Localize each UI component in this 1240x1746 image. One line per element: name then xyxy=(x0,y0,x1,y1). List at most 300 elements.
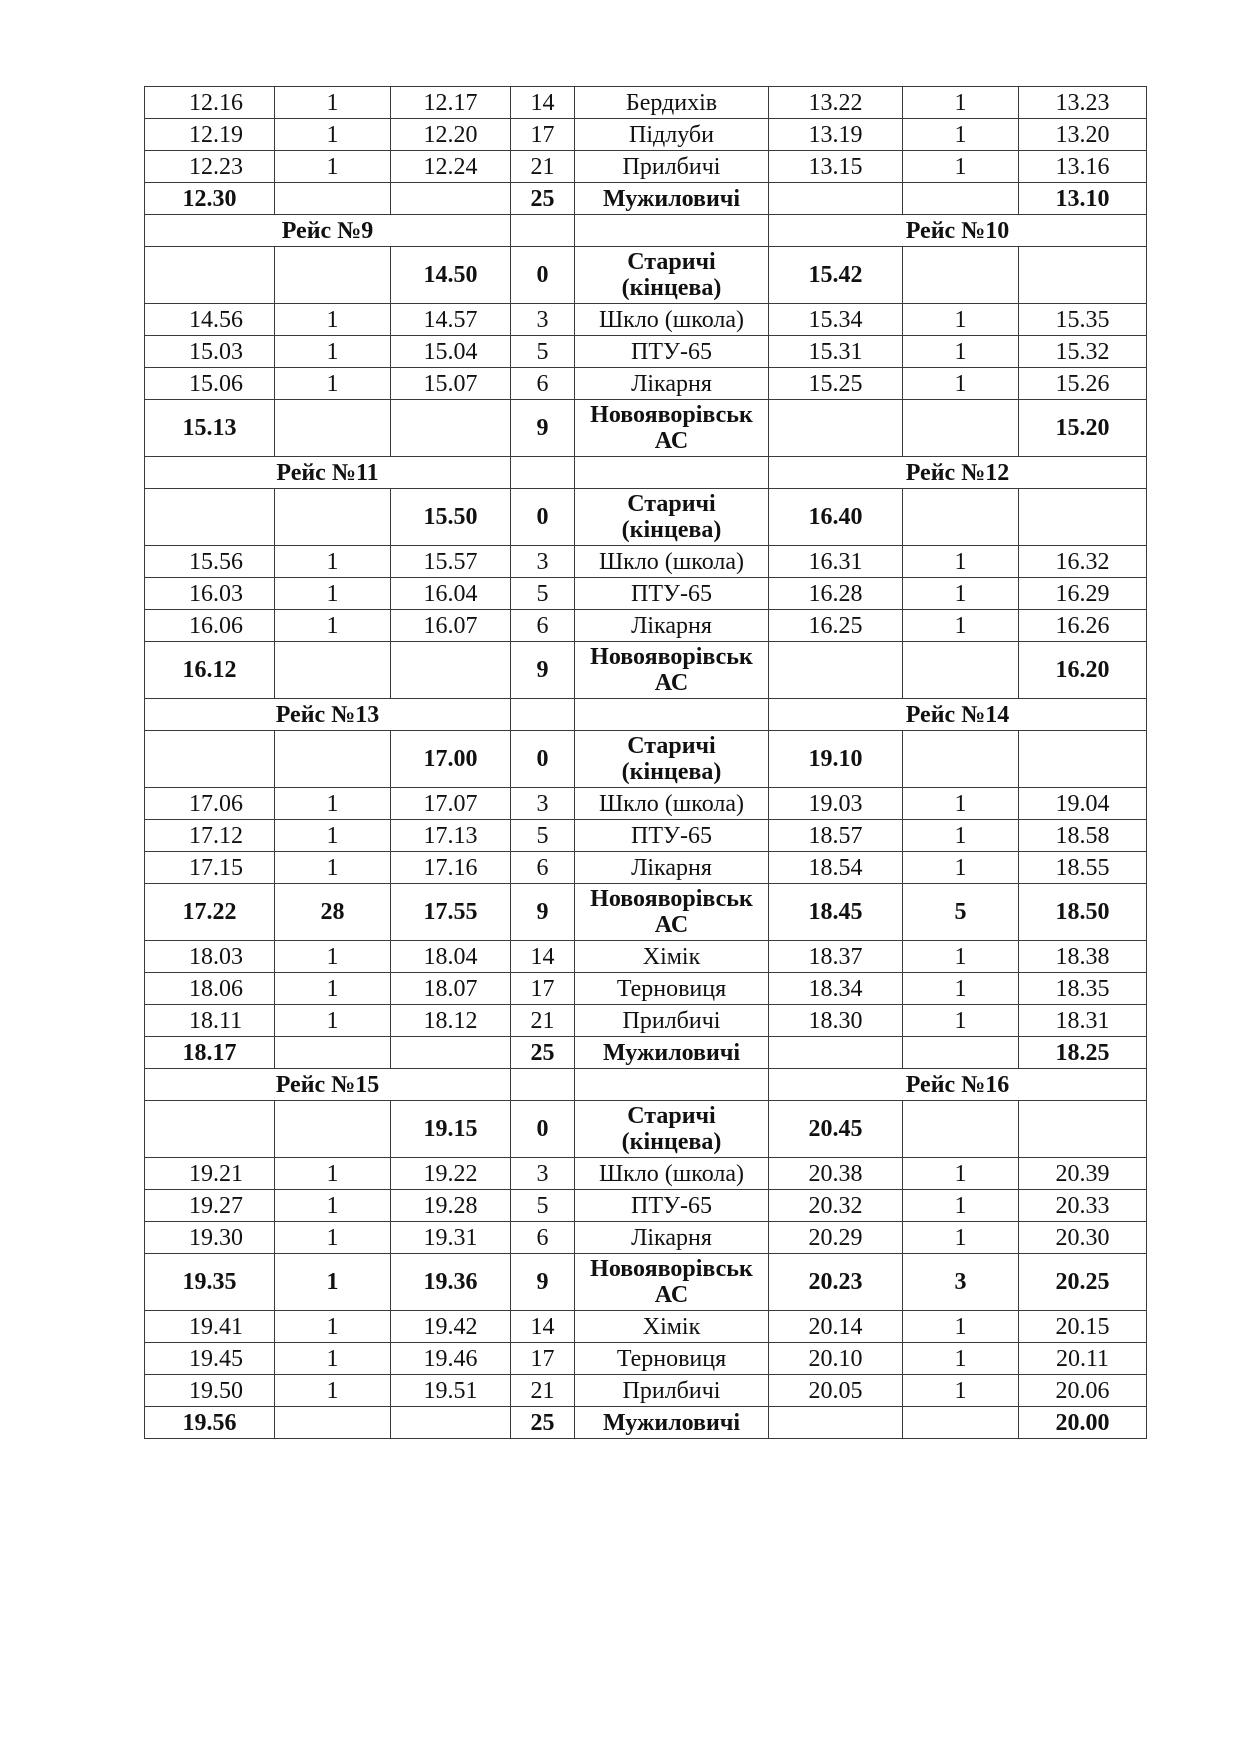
return-arrival-time: 18.37 xyxy=(769,941,903,973)
return-stop-duration: 1 xyxy=(903,941,1019,973)
stop-name: Терновиця xyxy=(575,1343,769,1375)
stop-name: Підлуби xyxy=(575,119,769,151)
stop-name: Новояворівськ АС xyxy=(575,1254,769,1311)
stop-name: Новояворівськ АС xyxy=(575,642,769,699)
return-stop-duration: 1 xyxy=(903,1190,1019,1222)
return-arrival-time: 15.31 xyxy=(769,336,903,368)
departure-time: 17.55 xyxy=(391,884,511,941)
return-arrival-time: 20.05 xyxy=(769,1375,903,1407)
stop-name: Мужиловичі xyxy=(575,183,769,215)
trip-header-spacer xyxy=(575,1069,769,1101)
distance-km: 9 xyxy=(511,642,575,699)
return-stop-duration xyxy=(903,642,1019,699)
return-departure-time: 18.38 xyxy=(1019,941,1147,973)
stop-name: Лікарня xyxy=(575,852,769,884)
return-arrival-time: 15.25 xyxy=(769,368,903,400)
distance-km: 3 xyxy=(511,1158,575,1190)
trip-header-row xyxy=(145,457,1147,489)
return-stop-duration xyxy=(903,400,1019,457)
timetable-sheet xyxy=(144,86,1146,1439)
stop-name: Старичі (кінцева) xyxy=(575,1101,769,1158)
return-arrival-time: 16.31 xyxy=(769,546,903,578)
return-stop-duration: 1 xyxy=(903,1375,1019,1407)
return-stop-duration: 1 xyxy=(903,368,1019,400)
stop-name: Прилбичі xyxy=(575,1375,769,1407)
table-row xyxy=(145,1037,1147,1069)
stop-duration xyxy=(275,1407,391,1439)
return-departure-time: 15.26 xyxy=(1019,368,1147,400)
table-row xyxy=(145,788,1147,820)
return-arrival-time: 18.34 xyxy=(769,973,903,1005)
return-departure-time: 20.15 xyxy=(1019,1311,1147,1343)
trip-header-right: Рейс №16 xyxy=(769,1069,1147,1101)
stop-name: Новояворівськ АС xyxy=(575,884,769,941)
stop-duration xyxy=(275,1101,391,1158)
trip-header-right: Рейс №14 xyxy=(769,699,1147,731)
stop-duration xyxy=(275,183,391,215)
departure-time: 15.04 xyxy=(391,336,511,368)
distance-km: 25 xyxy=(511,1407,575,1439)
return-stop-duration: 1 xyxy=(903,546,1019,578)
stop-duration: 1 xyxy=(275,151,391,183)
stop-name: Лікарня xyxy=(575,610,769,642)
departure-time xyxy=(391,1407,511,1439)
arrival-time xyxy=(145,247,275,304)
return-departure-time: 20.00 xyxy=(1019,1407,1147,1439)
return-departure-time xyxy=(1019,247,1147,304)
stop-name: ПТУ-65 xyxy=(575,336,769,368)
return-departure-time: 20.30 xyxy=(1019,1222,1147,1254)
arrival-time: 17.06 xyxy=(145,788,275,820)
return-departure-time: 16.29 xyxy=(1019,578,1147,610)
stop-name: Терновиця xyxy=(575,973,769,1005)
return-arrival-time: 20.32 xyxy=(769,1190,903,1222)
trip-header-spacer xyxy=(511,699,575,731)
stop-duration xyxy=(275,247,391,304)
return-stop-duration xyxy=(903,731,1019,788)
stop-duration: 1 xyxy=(275,578,391,610)
stop-name: Старичі (кінцева) xyxy=(575,731,769,788)
table-row xyxy=(145,1222,1147,1254)
return-departure-time: 18.50 xyxy=(1019,884,1147,941)
departure-time: 19.42 xyxy=(391,1311,511,1343)
return-stop-duration: 1 xyxy=(903,578,1019,610)
distance-km: 17 xyxy=(511,119,575,151)
stop-name: Новояворівськ АС xyxy=(575,400,769,457)
return-departure-time: 18.31 xyxy=(1019,1005,1147,1037)
distance-km: 9 xyxy=(511,884,575,941)
return-departure-time: 20.39 xyxy=(1019,1158,1147,1190)
stop-duration: 1 xyxy=(275,1222,391,1254)
return-arrival-time: 13.15 xyxy=(769,151,903,183)
table-row xyxy=(145,151,1147,183)
stop-duration: 1 xyxy=(275,1005,391,1037)
stop-name: ПТУ-65 xyxy=(575,578,769,610)
arrival-time: 16.03 xyxy=(145,578,275,610)
return-stop-duration: 1 xyxy=(903,304,1019,336)
departure-time: 17.13 xyxy=(391,820,511,852)
return-stop-duration: 1 xyxy=(903,788,1019,820)
trip-header-row xyxy=(145,699,1147,731)
arrival-time: 19.50 xyxy=(145,1375,275,1407)
distance-km: 0 xyxy=(511,247,575,304)
departure-time: 19.15 xyxy=(391,1101,511,1158)
table-row xyxy=(145,852,1147,884)
stop-duration: 1 xyxy=(275,1158,391,1190)
return-arrival-time xyxy=(769,642,903,699)
table-row xyxy=(145,183,1147,215)
stop-duration: 1 xyxy=(275,119,391,151)
return-arrival-time: 19.10 xyxy=(769,731,903,788)
arrival-time: 15.06 xyxy=(145,368,275,400)
distance-km: 5 xyxy=(511,336,575,368)
table-row xyxy=(145,1190,1147,1222)
trip-header-left: Рейс №9 xyxy=(145,215,511,247)
arrival-time: 19.56 xyxy=(145,1407,275,1439)
return-departure-time: 20.11 xyxy=(1019,1343,1147,1375)
stop-name: Хімік xyxy=(575,1311,769,1343)
distance-km: 25 xyxy=(511,1037,575,1069)
return-arrival-time: 18.45 xyxy=(769,884,903,941)
distance-km: 9 xyxy=(511,1254,575,1311)
trip-header-row xyxy=(145,215,1147,247)
arrival-time: 15.56 xyxy=(145,546,275,578)
table-row xyxy=(145,973,1147,1005)
stop-duration: 1 xyxy=(275,941,391,973)
table-row xyxy=(145,731,1147,788)
departure-time: 18.12 xyxy=(391,1005,511,1037)
bus-timetable xyxy=(144,86,1147,1439)
return-departure-time: 13.20 xyxy=(1019,119,1147,151)
table-row xyxy=(145,489,1147,546)
table-row xyxy=(145,1343,1147,1375)
table-row xyxy=(145,610,1147,642)
arrival-time: 19.45 xyxy=(145,1343,275,1375)
departure-time: 18.07 xyxy=(391,973,511,1005)
return-arrival-time: 20.45 xyxy=(769,1101,903,1158)
distance-km: 5 xyxy=(511,578,575,610)
return-stop-duration: 1 xyxy=(903,852,1019,884)
departure-time xyxy=(391,642,511,699)
arrival-time: 17.12 xyxy=(145,820,275,852)
return-departure-time xyxy=(1019,489,1147,546)
stop-duration: 1 xyxy=(275,1254,391,1311)
stop-name: ПТУ-65 xyxy=(575,820,769,852)
return-arrival-time: 15.34 xyxy=(769,304,903,336)
stop-name: Прилбичі xyxy=(575,1005,769,1037)
distance-km: 6 xyxy=(511,852,575,884)
table-row xyxy=(145,941,1147,973)
departure-time: 16.04 xyxy=(391,578,511,610)
distance-km: 3 xyxy=(511,546,575,578)
arrival-time: 16.12 xyxy=(145,642,275,699)
trip-header-spacer xyxy=(575,457,769,489)
table-row xyxy=(145,1254,1147,1311)
table-row xyxy=(145,1005,1147,1037)
table-row xyxy=(145,87,1147,119)
table-row xyxy=(145,247,1147,304)
arrival-time: 18.11 xyxy=(145,1005,275,1037)
departure-time xyxy=(391,1037,511,1069)
arrival-time: 12.30 xyxy=(145,183,275,215)
return-departure-time: 13.23 xyxy=(1019,87,1147,119)
stop-name: Лікарня xyxy=(575,368,769,400)
table-row xyxy=(145,884,1147,941)
return-stop-duration xyxy=(903,247,1019,304)
return-stop-duration xyxy=(903,1037,1019,1069)
table-row xyxy=(145,642,1147,699)
distance-km: 6 xyxy=(511,610,575,642)
arrival-time: 14.56 xyxy=(145,304,275,336)
arrival-time: 18.06 xyxy=(145,973,275,1005)
table-row xyxy=(145,1407,1147,1439)
arrival-time: 15.13 xyxy=(145,400,275,457)
departure-time: 12.20 xyxy=(391,119,511,151)
stop-name: Старичі (кінцева) xyxy=(575,489,769,546)
return-departure-time: 20.25 xyxy=(1019,1254,1147,1311)
return-stop-duration: 1 xyxy=(903,87,1019,119)
return-arrival-time: 20.38 xyxy=(769,1158,903,1190)
return-stop-duration: 1 xyxy=(903,336,1019,368)
return-stop-duration: 1 xyxy=(903,820,1019,852)
arrival-time: 17.22 xyxy=(145,884,275,941)
stop-duration xyxy=(275,642,391,699)
trip-header-spacer xyxy=(511,215,575,247)
return-departure-time: 18.58 xyxy=(1019,820,1147,852)
table-row xyxy=(145,1101,1147,1158)
return-departure-time: 18.55 xyxy=(1019,852,1147,884)
return-departure-time: 13.16 xyxy=(1019,151,1147,183)
return-arrival-time: 18.54 xyxy=(769,852,903,884)
distance-km: 21 xyxy=(511,1005,575,1037)
distance-km: 17 xyxy=(511,973,575,1005)
table-row xyxy=(145,400,1147,457)
arrival-time xyxy=(145,489,275,546)
return-departure-time: 18.35 xyxy=(1019,973,1147,1005)
trip-header-left: Рейс №15 xyxy=(145,1069,511,1101)
arrival-time: 15.03 xyxy=(145,336,275,368)
arrival-time: 19.35 xyxy=(145,1254,275,1311)
departure-time: 18.04 xyxy=(391,941,511,973)
departure-time: 19.31 xyxy=(391,1222,511,1254)
stop-name: Лікарня xyxy=(575,1222,769,1254)
distance-km: 14 xyxy=(511,941,575,973)
return-departure-time: 15.35 xyxy=(1019,304,1147,336)
trip-header-left: Рейс №13 xyxy=(145,699,511,731)
stop-duration: 1 xyxy=(275,610,391,642)
return-stop-duration: 1 xyxy=(903,973,1019,1005)
distance-km: 25 xyxy=(511,183,575,215)
return-departure-time: 13.10 xyxy=(1019,183,1147,215)
return-stop-duration: 1 xyxy=(903,1222,1019,1254)
distance-km: 21 xyxy=(511,1375,575,1407)
return-stop-duration: 1 xyxy=(903,610,1019,642)
departure-time: 19.36 xyxy=(391,1254,511,1311)
trip-header-spacer xyxy=(575,215,769,247)
return-stop-duration xyxy=(903,489,1019,546)
distance-km: 5 xyxy=(511,1190,575,1222)
distance-km: 3 xyxy=(511,788,575,820)
departure-time: 14.50 xyxy=(391,247,511,304)
distance-km: 0 xyxy=(511,1101,575,1158)
departure-time: 15.57 xyxy=(391,546,511,578)
distance-km: 14 xyxy=(511,87,575,119)
return-stop-duration: 1 xyxy=(903,1158,1019,1190)
trip-header-left: Рейс №11 xyxy=(145,457,511,489)
return-departure-time: 20.06 xyxy=(1019,1375,1147,1407)
stop-name: Мужиловичі xyxy=(575,1407,769,1439)
table-row xyxy=(145,1158,1147,1190)
departure-time: 17.07 xyxy=(391,788,511,820)
return-departure-time xyxy=(1019,731,1147,788)
return-stop-duration: 5 xyxy=(903,884,1019,941)
return-arrival-time: 16.28 xyxy=(769,578,903,610)
departure-time: 19.22 xyxy=(391,1158,511,1190)
return-stop-duration: 3 xyxy=(903,1254,1019,1311)
trip-header-right: Рейс №10 xyxy=(769,215,1147,247)
arrival-time: 19.27 xyxy=(145,1190,275,1222)
trip-header-right: Рейс №12 xyxy=(769,457,1147,489)
return-departure-time: 16.26 xyxy=(1019,610,1147,642)
return-departure-time: 15.32 xyxy=(1019,336,1147,368)
departure-time: 12.24 xyxy=(391,151,511,183)
return-arrival-time xyxy=(769,183,903,215)
stop-duration: 1 xyxy=(275,304,391,336)
trip-header-spacer xyxy=(511,1069,575,1101)
return-arrival-time xyxy=(769,1407,903,1439)
stop-duration xyxy=(275,731,391,788)
distance-km: 14 xyxy=(511,1311,575,1343)
distance-km: 21 xyxy=(511,151,575,183)
arrival-time: 18.03 xyxy=(145,941,275,973)
return-arrival-time: 18.57 xyxy=(769,820,903,852)
stop-name: Старичі (кінцева) xyxy=(575,247,769,304)
return-stop-duration: 1 xyxy=(903,1005,1019,1037)
return-stop-duration: 1 xyxy=(903,1311,1019,1343)
table-row xyxy=(145,119,1147,151)
return-departure-time xyxy=(1019,1101,1147,1158)
distance-km: 6 xyxy=(511,368,575,400)
stop-duration: 1 xyxy=(275,368,391,400)
stop-name: Шкло (школа) xyxy=(575,546,769,578)
departure-time: 19.51 xyxy=(391,1375,511,1407)
return-arrival-time: 20.23 xyxy=(769,1254,903,1311)
return-departure-time: 18.25 xyxy=(1019,1037,1147,1069)
stop-duration xyxy=(275,1037,391,1069)
arrival-time: 19.41 xyxy=(145,1311,275,1343)
departure-time: 17.16 xyxy=(391,852,511,884)
return-arrival-time xyxy=(769,1037,903,1069)
stop-duration: 1 xyxy=(275,820,391,852)
stop-duration: 1 xyxy=(275,1190,391,1222)
return-departure-time: 20.33 xyxy=(1019,1190,1147,1222)
return-arrival-time: 15.42 xyxy=(769,247,903,304)
arrival-time: 19.30 xyxy=(145,1222,275,1254)
arrival-time xyxy=(145,1101,275,1158)
distance-km: 0 xyxy=(511,489,575,546)
distance-km: 0 xyxy=(511,731,575,788)
arrival-time xyxy=(145,731,275,788)
departure-time xyxy=(391,183,511,215)
departure-time: 19.28 xyxy=(391,1190,511,1222)
table-row xyxy=(145,578,1147,610)
return-arrival-time: 20.29 xyxy=(769,1222,903,1254)
arrival-time: 12.23 xyxy=(145,151,275,183)
arrival-time: 19.21 xyxy=(145,1158,275,1190)
table-row xyxy=(145,304,1147,336)
return-stop-duration: 1 xyxy=(903,119,1019,151)
departure-time: 15.50 xyxy=(391,489,511,546)
return-arrival-time xyxy=(769,400,903,457)
stop-name: Хімік xyxy=(575,941,769,973)
stop-duration: 1 xyxy=(275,1311,391,1343)
distance-km: 3 xyxy=(511,304,575,336)
stop-duration: 28 xyxy=(275,884,391,941)
table-row xyxy=(145,368,1147,400)
departure-time: 16.07 xyxy=(391,610,511,642)
table-row xyxy=(145,336,1147,368)
return-arrival-time: 19.03 xyxy=(769,788,903,820)
departure-time: 17.00 xyxy=(391,731,511,788)
departure-time: 15.07 xyxy=(391,368,511,400)
stop-duration: 1 xyxy=(275,1343,391,1375)
arrival-time: 17.15 xyxy=(145,852,275,884)
departure-time xyxy=(391,400,511,457)
departure-time: 19.46 xyxy=(391,1343,511,1375)
return-departure-time: 16.20 xyxy=(1019,642,1147,699)
distance-km: 5 xyxy=(511,820,575,852)
stop-name: Мужиловичі xyxy=(575,1037,769,1069)
return-arrival-time: 20.10 xyxy=(769,1343,903,1375)
return-arrival-time: 18.30 xyxy=(769,1005,903,1037)
stop-name: Шкло (школа) xyxy=(575,788,769,820)
stop-duration: 1 xyxy=(275,788,391,820)
return-stop-duration xyxy=(903,183,1019,215)
distance-km: 9 xyxy=(511,400,575,457)
stop-duration: 1 xyxy=(275,1375,391,1407)
return-arrival-time: 20.14 xyxy=(769,1311,903,1343)
arrival-time: 16.06 xyxy=(145,610,275,642)
stop-duration xyxy=(275,400,391,457)
stop-duration xyxy=(275,489,391,546)
return-stop-duration xyxy=(903,1101,1019,1158)
stop-name: Бердихів xyxy=(575,87,769,119)
trip-header-spacer xyxy=(575,699,769,731)
return-arrival-time: 13.22 xyxy=(769,87,903,119)
return-arrival-time: 13.19 xyxy=(769,119,903,151)
table-row xyxy=(145,1375,1147,1407)
return-departure-time: 15.20 xyxy=(1019,400,1147,457)
trip-header-row xyxy=(145,1069,1147,1101)
stop-name: Шкло (школа) xyxy=(575,304,769,336)
table-row xyxy=(145,1311,1147,1343)
stop-name: ПТУ-65 xyxy=(575,1190,769,1222)
return-stop-duration: 1 xyxy=(903,151,1019,183)
arrival-time: 12.16 xyxy=(145,87,275,119)
stop-duration: 1 xyxy=(275,546,391,578)
return-stop-duration: 1 xyxy=(903,1343,1019,1375)
return-arrival-time: 16.40 xyxy=(769,489,903,546)
arrival-time: 12.19 xyxy=(145,119,275,151)
distance-km: 6 xyxy=(511,1222,575,1254)
departure-time: 14.57 xyxy=(391,304,511,336)
distance-km: 17 xyxy=(511,1343,575,1375)
stop-name: Шкло (школа) xyxy=(575,1158,769,1190)
table-row xyxy=(145,546,1147,578)
trip-header-spacer xyxy=(511,457,575,489)
return-departure-time: 16.32 xyxy=(1019,546,1147,578)
stop-duration: 1 xyxy=(275,852,391,884)
